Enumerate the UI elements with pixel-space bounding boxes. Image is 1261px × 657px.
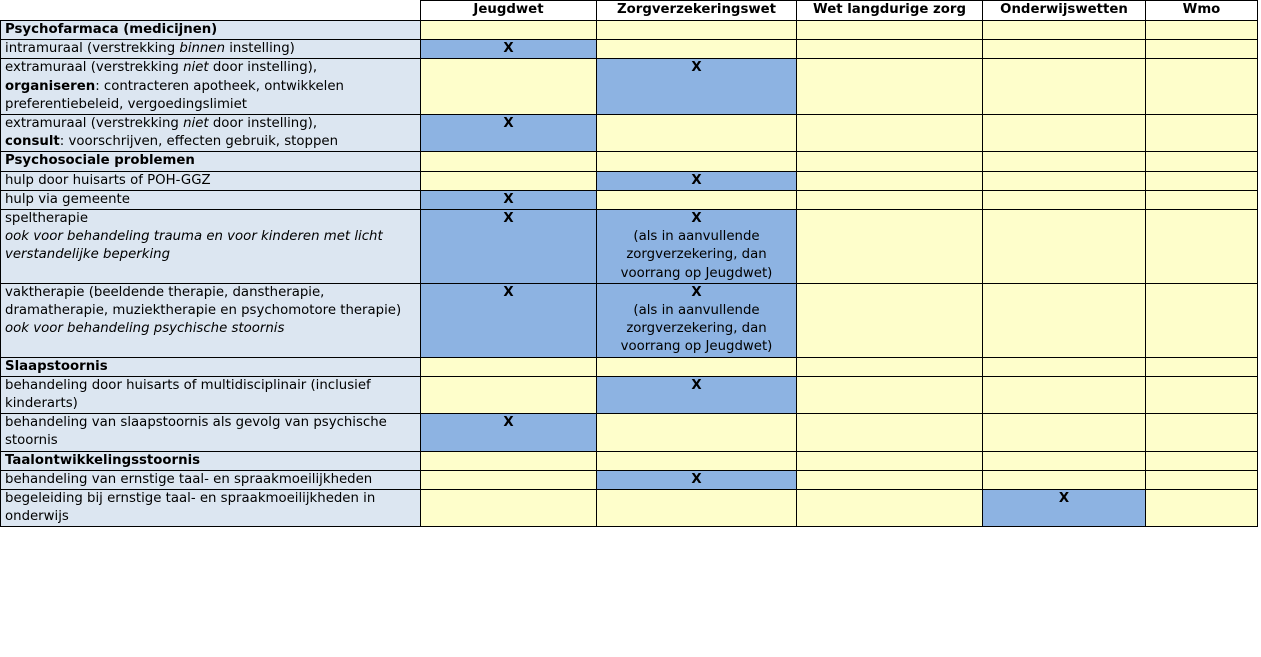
check-mark: X: [983, 490, 1146, 527]
check-mark: X: [597, 470, 797, 489]
row-label: hulp via gemeente: [1, 190, 421, 209]
table-row: [1, 376, 1258, 413]
col-header-onderwijswetten: Onderwijswetten: [983, 1, 1146, 21]
row-label: behandeling door huisarts of multidisciplinair (inclusief kinderarts): [1, 376, 421, 413]
category-slaapstoornis: Slaapstoornis: [1, 357, 421, 376]
table-row: [1, 414, 1258, 451]
conditional-note-cell: X (als in aanvullende zorgverzekering, dan voorrang op Jeugdwet): [597, 210, 797, 284]
category-row: [1, 21, 1258, 40]
col-header-jeugdwet: Jeugdwet: [421, 1, 597, 21]
check-mark: X: [597, 59, 797, 115]
row-label: extramuraal (verstrekking niet door instelling), consult: voorschrijven, effecten gebruik, stoppen: [1, 115, 421, 152]
conditional-note-cell: X (als in aanvullende zorgverzekering, dan voorrang op Jeugdwet): [597, 283, 797, 357]
row-label: vaktherapie (beeldende therapie, danstherapie, dramatherapie, muziektherapie en psychomotore therapie) ook voor behandeling psychische stoornis: [1, 283, 421, 357]
col-header-wet-langdurige-zorg: Wet langdurige zorg: [797, 1, 983, 21]
check-mark: X: [421, 414, 597, 451]
category-row: [1, 357, 1258, 376]
check-mark: X: [421, 283, 597, 357]
table-row: [1, 470, 1258, 489]
row-label: begeleiding bij ernstige taal- en spraakmoeilijkheden in onderwijs: [1, 490, 421, 527]
category-taalontwikkeling: Taalontwikkelingsstoornis: [1, 451, 421, 470]
table-row: [1, 210, 1258, 284]
table-row: [1, 190, 1258, 209]
table-row: [1, 115, 1258, 152]
row-label: hulp door huisarts of POH-GGZ: [1, 171, 421, 190]
category-row: [1, 451, 1258, 470]
category-row: [1, 152, 1258, 171]
check-mark: X: [421, 190, 597, 209]
check-mark: X: [421, 115, 597, 152]
header-row: [1, 1, 1258, 21]
check-mark: X: [597, 171, 797, 190]
row-label: behandeling van ernstige taal- en spraakmoeilijkheden: [1, 470, 421, 489]
table-row: [1, 490, 1258, 527]
table-row: [1, 40, 1258, 59]
corner-cell: [1, 1, 421, 21]
check-mark: X: [597, 376, 797, 413]
category-psychosociaal: Psychosociale problemen: [1, 152, 421, 171]
category-psychofarmaca: Psychofarmaca (medicijnen): [1, 21, 421, 40]
row-label: speltherapie ook voor behandeling trauma en voor kinderen met licht verstandelijke beperking: [1, 210, 421, 284]
table-row: [1, 283, 1258, 357]
table-row: [1, 171, 1258, 190]
table-row: [1, 59, 1258, 115]
row-label: extramuraal (verstrekking niet door instelling), organiseren: contracteren apotheek, ontwikkelen preferentiebeleid, vergoedingslimiet: [1, 59, 421, 115]
check-mark: X: [421, 210, 597, 284]
check-mark: X: [421, 40, 597, 59]
col-header-zorgverzekeringswet: Zorgverzekeringswet: [597, 1, 797, 21]
row-label: intramuraal (verstrekking binnen instelling): [1, 40, 421, 59]
row-label: behandeling van slaapstoornis als gevolg van psychische stoornis: [1, 414, 421, 451]
col-header-wmo: Wmo: [1146, 1, 1258, 21]
